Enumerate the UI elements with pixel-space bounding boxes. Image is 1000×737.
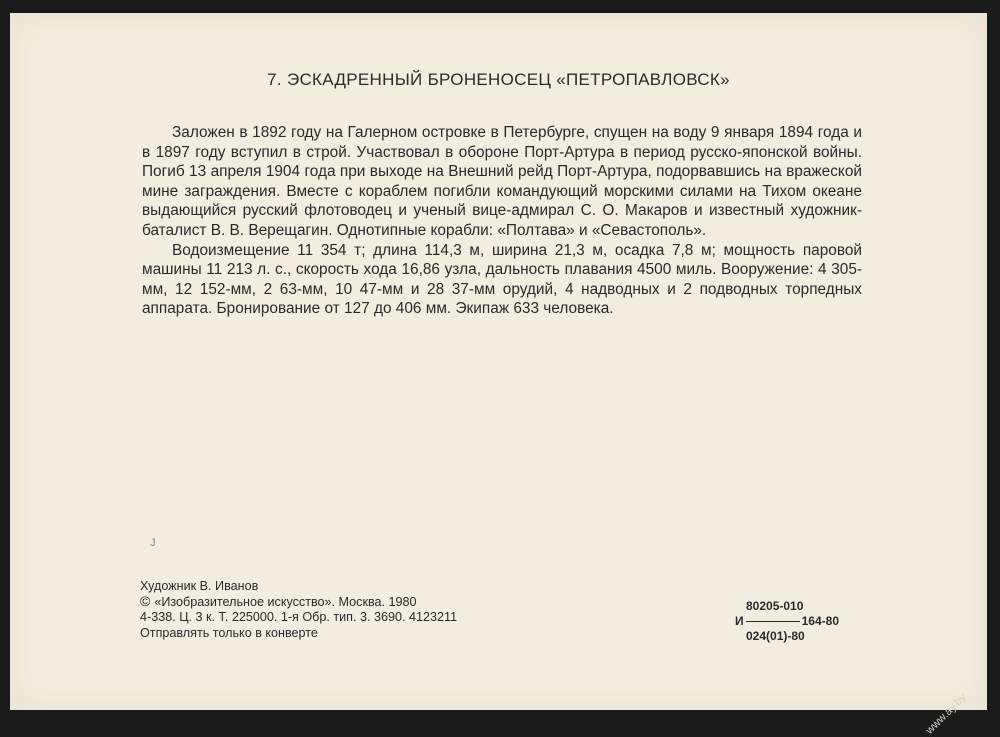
code-divider: [746, 621, 800, 622]
print-info: 4-338. Ц. 3 к. Т. 225000. 1-я Обр. тип. 3. 3690. 4123211: [140, 610, 458, 625]
imprint-block: [140, 579, 457, 641]
mailing-note: Отправлять только в конверте: [140, 625, 318, 640]
code-top: 80205-010: [746, 599, 804, 613]
copyright-icon: ©: [140, 593, 151, 610]
code-middle: [735, 614, 839, 629]
publisher-line: [140, 594, 457, 610]
print-mark: J: [150, 537, 156, 549]
description-text: [142, 123, 862, 319]
paragraph-history: Заложен в 1892 году на Галерном островке в Петербурге, спущен на воду 9 января 1894 года и в 1897 году вступил в строй. Участвовал в обороне Порт-Артура в период русско-японской войны. Погиб 13 апреля 1904 года при выходе на Внешний рейд Порт-Артура, подорвавшись на вражеской мине заграждения. Вместе с кораблем погибли командующий морскими силами на Тихом океане выдающийся русский флотоводец и ученый вице-адмирал С. О. Макаров и известный художник-баталист В. В. Верещагин. Однотипные корабли: «Полтава» и «Севастополь».: [142, 124, 862, 239]
postcard-back: [10, 13, 987, 737]
card-title: 7. ЭСКАДРЕННЫЙ БРОНЕНОСЕЦ «ПЕТРОПАВЛОВСК»: [267, 70, 730, 89]
publisher-text: «Изобразительное искусство». Москва. 1980: [154, 595, 417, 610]
code-bottom: 024(01)-80: [746, 629, 805, 643]
artist-credit: Художник В. Иванов: [140, 579, 259, 593]
catalog-code: [735, 599, 839, 644]
paragraph-specs: Водоизмещение 11 354 т; длина 114,3 м, ширина 21,3 м, осадка 7,8 м; мощность паровой машины 11 213 л. с., скорость хода 16,86 узла, дальность плавания 4500 миль. Вооружение: 4 305-мм, 12 152-мм, 2 63-мм, 10 47-мм и 28 37-мм орудий, 4 надводных и 2 подводных торпедных аппарата. Бронирование от 127 до 406 мм. Экипаж 633 человека.: [142, 241, 862, 318]
code-letter: И: [735, 614, 744, 628]
code-right: 164-80: [801, 614, 839, 628]
site-watermark: www.ay.by: [923, 691, 969, 737]
